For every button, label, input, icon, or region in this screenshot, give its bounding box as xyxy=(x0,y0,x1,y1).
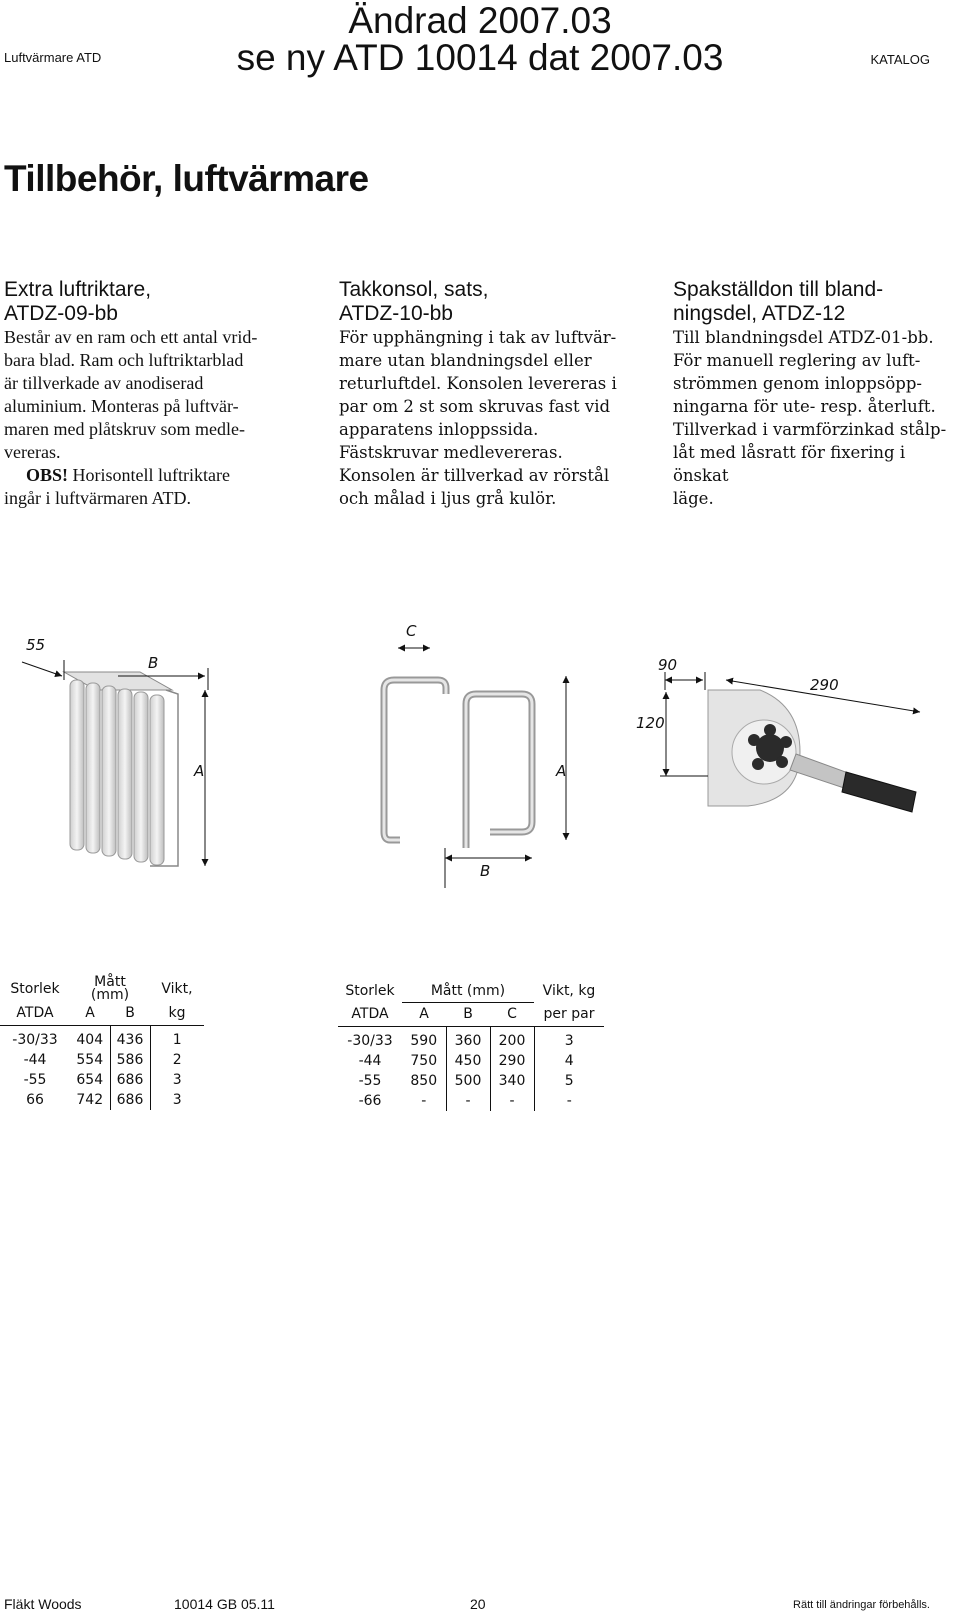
column-header: A xyxy=(419,1006,429,1023)
column-header: B xyxy=(463,1006,473,1023)
table-cell: 586 xyxy=(110,1050,150,1070)
table-takkonsol xyxy=(338,980,604,1111)
table-cell: - xyxy=(402,1091,446,1111)
table-row xyxy=(338,1027,604,1052)
table-row xyxy=(0,1050,204,1070)
body-line: bara blad. Ram och luftriktarblad xyxy=(4,350,244,370)
table-cell: 290 xyxy=(490,1051,534,1071)
section-heading-line1: Spakställdon till bland- xyxy=(673,278,884,301)
obs-note xyxy=(4,464,289,487)
figure-spakstalldon xyxy=(636,656,920,812)
section-heading-line1: Takkonsol, sats, xyxy=(339,278,489,301)
body-line: apparatens inloppssida. xyxy=(339,420,539,439)
dim-label-55: 55 xyxy=(26,636,46,654)
body-line: Tillverkad i varmförzinkad stålp- xyxy=(673,420,947,439)
table-cell: -44 xyxy=(23,1052,47,1068)
figure-luftriktare xyxy=(22,636,208,866)
table-cell: -66 xyxy=(358,1093,382,1109)
body-line: För manuell reglering av luft- xyxy=(673,351,921,370)
body-line: Fästskruvar medlevereras. xyxy=(339,443,563,462)
table-cell: - xyxy=(566,1093,572,1109)
column-header: C xyxy=(507,1006,517,1023)
table-cell: 654 xyxy=(70,1070,110,1090)
section-extra-luftriktare xyxy=(4,278,289,510)
table-row xyxy=(0,1070,204,1090)
table-cell: -44 xyxy=(358,1053,382,1069)
table-cell: 404 xyxy=(70,1026,110,1051)
body-line: läge. xyxy=(673,489,714,508)
table-cell: 2 xyxy=(172,1052,182,1068)
page-title: Tillbehör, luftvärmare xyxy=(4,158,369,199)
table-cell: 686 xyxy=(110,1070,150,1090)
table-cell: 3 xyxy=(564,1033,574,1049)
column-header: Storlek xyxy=(10,980,60,997)
table-cell: -30/33 xyxy=(12,1032,58,1048)
section-spakstalldon xyxy=(673,278,960,510)
dim-label-90: 90 xyxy=(658,656,678,674)
table-row xyxy=(0,1026,204,1051)
spakstalldon-drawing-icon xyxy=(708,690,916,812)
table-cell: - xyxy=(490,1091,534,1111)
body-line: Består av en ram och ett antal vrid- xyxy=(4,327,258,347)
dim-label-290: 290 xyxy=(810,676,839,694)
body-line: Till blandningsdel ATDZ-01-bb. xyxy=(673,328,934,347)
table-cell: 500 xyxy=(446,1071,490,1091)
column-header: per par xyxy=(543,1006,595,1022)
table-luftriktare xyxy=(0,976,204,1110)
dim-label-120: 120 xyxy=(636,714,665,732)
dim-label-c: C xyxy=(406,622,417,640)
section-body xyxy=(4,326,289,510)
body-line: Konsolen är tillverkad av rörstål xyxy=(339,466,610,485)
section-body xyxy=(673,326,960,510)
header-section-label: Luftvärmare ATD xyxy=(4,50,102,65)
revision-notice-line1: Ändrad 2007.03 xyxy=(348,0,612,41)
column-header: B xyxy=(125,1005,135,1021)
obs-label: OBS! xyxy=(26,465,69,485)
dim-line xyxy=(22,662,62,676)
dim-label-a: A xyxy=(556,762,567,780)
revision-notice-line2: se ny ATD 10014 dat 2007.03 xyxy=(236,37,724,78)
column-header: kg xyxy=(168,1005,186,1021)
section-heading xyxy=(673,278,960,326)
table-cell: 3 xyxy=(172,1092,182,1108)
dim-label-a: A xyxy=(194,762,205,780)
dim-label-b: B xyxy=(148,654,159,672)
body-line: är tillverkade av anodiserad xyxy=(4,373,204,393)
revision-notice xyxy=(0,2,960,76)
column-header: Mått (mm) xyxy=(402,980,534,1002)
column-header: Storlek xyxy=(345,983,395,999)
table-cell: 450 xyxy=(446,1051,490,1071)
table-cell: 340 xyxy=(490,1071,534,1091)
table-cell: 742 xyxy=(70,1090,110,1110)
table-cell: 5 xyxy=(564,1073,574,1089)
table-row xyxy=(338,1051,604,1071)
table-cell: 750 xyxy=(402,1051,446,1071)
table-header-row xyxy=(0,976,204,1001)
body-line: låt med låsratt för fixering i önskat xyxy=(673,443,906,485)
footer-rights: Rätt till ändringar förbehålls. xyxy=(793,1599,930,1611)
table-header-row xyxy=(338,1002,604,1027)
product-drawings xyxy=(0,600,960,920)
section-takkonsol xyxy=(339,278,629,510)
table-row xyxy=(338,1071,604,1091)
column-header: Vikt, xyxy=(161,980,193,997)
header-catalog-label: KATALOG xyxy=(870,52,930,67)
table-cell: -30/33 xyxy=(347,1033,393,1049)
body-line: ingår i luftvärmaren ATD. xyxy=(4,488,191,508)
body-line: returluftdel. Konsolen levereras i xyxy=(339,374,617,393)
table-cell: 554 xyxy=(70,1050,110,1070)
figure-takkonsol xyxy=(384,622,566,888)
column-header xyxy=(70,976,150,1001)
footer-doc-number: 10014 GB 05.11 xyxy=(174,1596,275,1612)
section-heading xyxy=(339,278,629,326)
table-cell: 4 xyxy=(564,1053,574,1069)
body-line: maren med plåtskruv som medle- xyxy=(4,419,245,439)
body-line: par om 2 st som skruvas fast vid xyxy=(339,397,611,416)
table-row xyxy=(0,1090,204,1110)
table-cell: 436 xyxy=(110,1026,150,1051)
dim-label-b: B xyxy=(480,862,491,880)
obs-text: Horisontell luftriktare xyxy=(68,465,230,485)
table-cell: - xyxy=(446,1091,490,1111)
section-heading-line2: ATDZ-09-bb xyxy=(4,302,118,325)
column-header: Vikt, kg xyxy=(542,983,596,999)
body-line: mare utan blandningsdel eller xyxy=(339,351,592,370)
table-cell: 1 xyxy=(172,1032,182,1048)
table-cell: 590 xyxy=(402,1027,446,1052)
table-cell: -55 xyxy=(358,1073,382,1089)
body-line: ningarna för ute- resp. återluft. xyxy=(673,397,936,416)
section-heading xyxy=(4,278,289,326)
body-line: och målad i ljus grå kulör. xyxy=(339,489,557,508)
column-header: A xyxy=(85,1005,95,1021)
body-line: strömmen genom inloppsöpp- xyxy=(673,374,922,393)
section-heading-line1: Extra luftriktare, xyxy=(4,278,152,301)
table-header-row xyxy=(0,1001,204,1026)
table-cell: 686 xyxy=(110,1090,150,1110)
section-body xyxy=(339,326,629,510)
table-cell: 200 xyxy=(490,1027,534,1052)
takkonsol-drawing-icon xyxy=(384,680,532,848)
body-line: För upphängning i tak av luftvär- xyxy=(339,328,617,347)
table-cell: 3 xyxy=(172,1072,182,1088)
table-cell: 66 xyxy=(26,1092,44,1108)
column-header: ATDA xyxy=(351,1006,389,1022)
column-header-matt: Mått xyxy=(94,974,126,990)
footer-page-number: 20 xyxy=(470,1596,486,1612)
section-heading-line2: ningsdel, ATDZ-12 xyxy=(673,302,846,325)
body-line: vereras. xyxy=(4,442,61,462)
footer-company: Fläkt Woods xyxy=(4,1596,82,1612)
table-cell: 360 xyxy=(446,1027,490,1052)
column-header: ATDA xyxy=(16,1005,54,1021)
table-cell: -55 xyxy=(23,1072,47,1088)
section-heading-line2: ATDZ-10-bb xyxy=(339,302,453,325)
table-header-row xyxy=(338,980,604,1002)
body-line: aluminium. Monteras på luftvär- xyxy=(4,396,239,416)
table-row xyxy=(338,1091,604,1111)
luftriktare-drawing-icon xyxy=(64,672,178,866)
column-header-mm: (mm) xyxy=(90,987,130,1003)
table-cell: 850 xyxy=(402,1071,446,1091)
